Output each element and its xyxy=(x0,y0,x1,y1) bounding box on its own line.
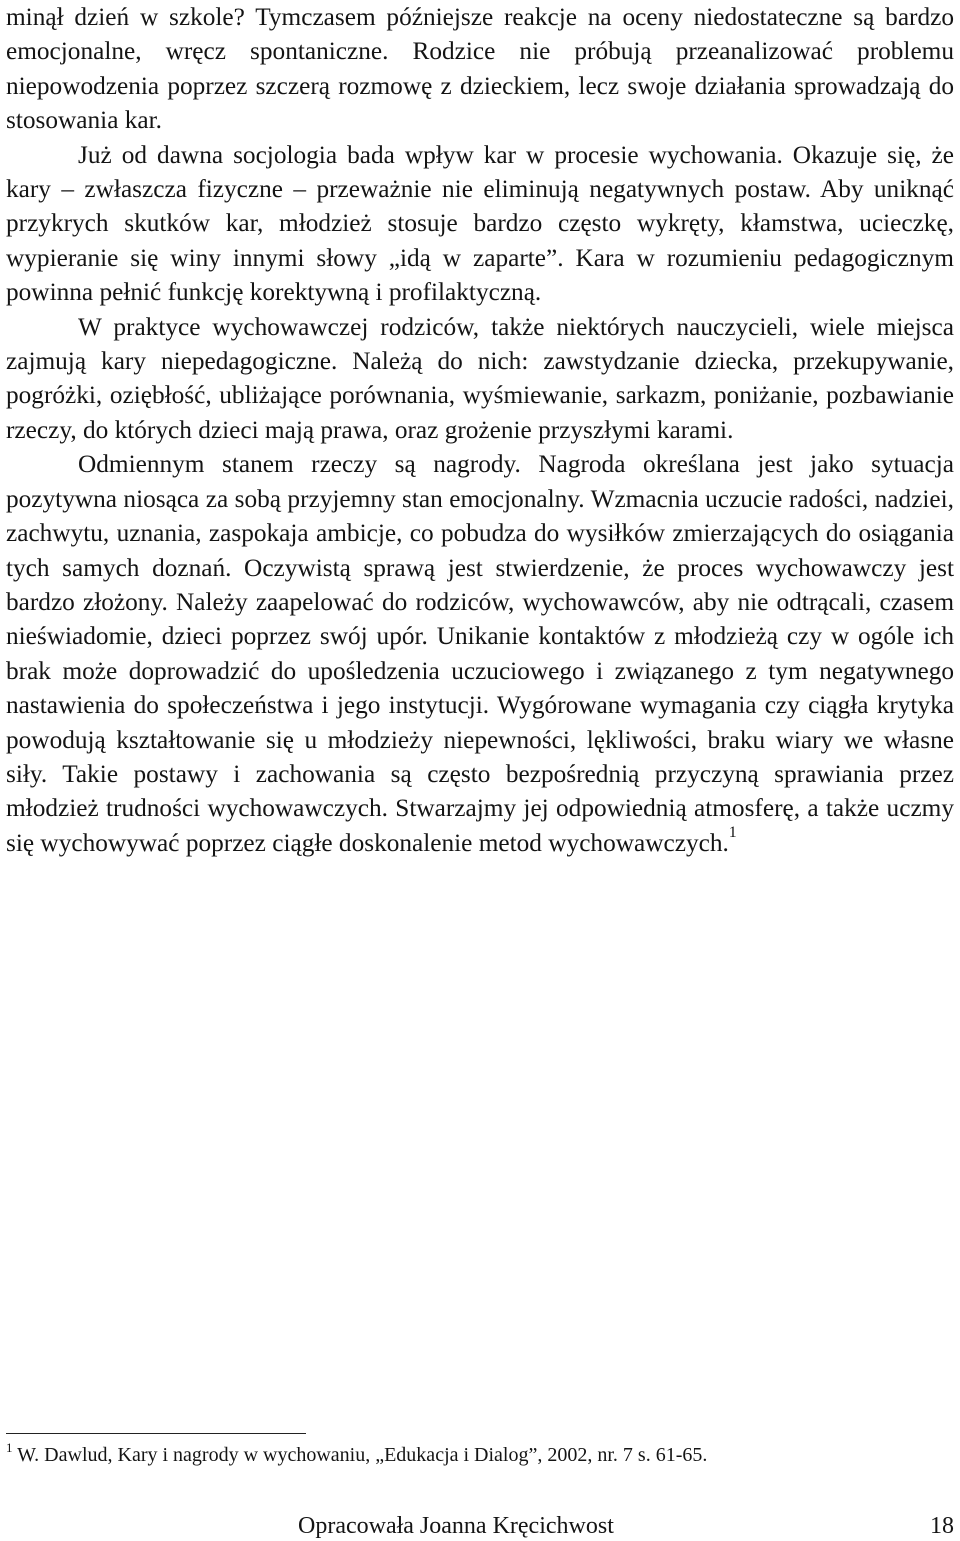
body-text xyxy=(6,0,954,860)
paragraph-1: minął dzień w szkole? Tymczasem późniejsze reakcje na oceny niedostateczne są bardzo emocjonalne, wręcz spontaniczne. Rodzice nie próbują przeanalizować problemu niepowodzenia poprzez szczerą rozmowę z dzieckiem, lecz swoje działania sprowadzają do stosowania kar. xyxy=(6,3,954,135)
page-content xyxy=(6,0,954,860)
paragraph-4 xyxy=(6,447,954,860)
footnote-text: W. Dawlud, Kary i nagrody w wychowaniu, „Edukacja i Dialog”, 2002, nr. 7 s. 61-65. xyxy=(17,1444,708,1466)
paragraph-3: W praktyce wychowawczej rodziców, także niektórych nauczycieli, wiele miejsca zajmują kary niepedagogiczne. Należą do nich: zawstydzanie dziecka, przekupywanie, pogróżki, oziębłość, ubliżające porównania, wyśmiewanie, sarkazm, poniżanie, pozbawianie rzeczy, do których dzieci mają prawa, oraz grożenie przyszłymi karami. xyxy=(6,312,954,444)
footnote-reference[interactable]: 1 xyxy=(728,823,737,841)
paragraph-4-text: Odmiennym stanem rzeczy są nagrody. Nagroda określana jest jako sytuacja pozytywna niosąca za sobą przyjemny stan emocjonalny. Wzmacnia uczucie radości, nadziei, zachwytu, uznania, zaspokaja ambicje, co pobudza do wysiłków zmierzających do osiągania tych samych doznań. Oczywistą sprawą jest stwierdzenie, że proces wychowawczy jest bardzo złożony. Należy zaapelować do rodziców, wychowawców, aby nie odtrącali, czasem nieświadomie, dzieci poprzez swój upór. Unikanie kontaktów z młodzieżą czy w ogóle ich brak może doprowadzić do upośledzenia uczuciowego i związanego z tym negatywnego nastawienia do społeczeństwa i jego instytucji. Wygórowane wymagania czy ciągła krytyka powodują kształtowanie się u młodzieży niepewności, lękliwości, braku wiary we własne siły. Takie postawy i zachowania są często bezpośrednią przyczyną sprawiania przez młodzież trudności wychowawczych. Stwarzajmy jej odpowiednią atmosferę, a także uczmy się wychowywać poprzez ciągłe doskonalenie metod wychowawczych. xyxy=(6,450,954,857)
footnote xyxy=(6,1440,954,1467)
paragraph-2: Już od dawna socjologia bada wpływ kar w procesie wychowania. Okazuje się, że kary – zwłaszcza fizyczne – przeważnie nie eliminują negatywnych postaw. Aby uniknąć przykrych skutków kar, młodzież stosuje bardzo często wykręty, kłamstwa, ucieczkę, wypieranie się winy innymi słowy „idą w zaparte”. Kara w rozumieniu pedagogicznym powinna pełnić funkcję korektywną i profilaktyczną. xyxy=(6,140,954,307)
page-number: 18 xyxy=(930,1513,954,1539)
footnote-marker: 1 xyxy=(6,1440,13,1455)
footer-author: Opracowała Joanna Kręcichwost xyxy=(298,1513,614,1539)
footnote-separator xyxy=(6,1433,306,1434)
